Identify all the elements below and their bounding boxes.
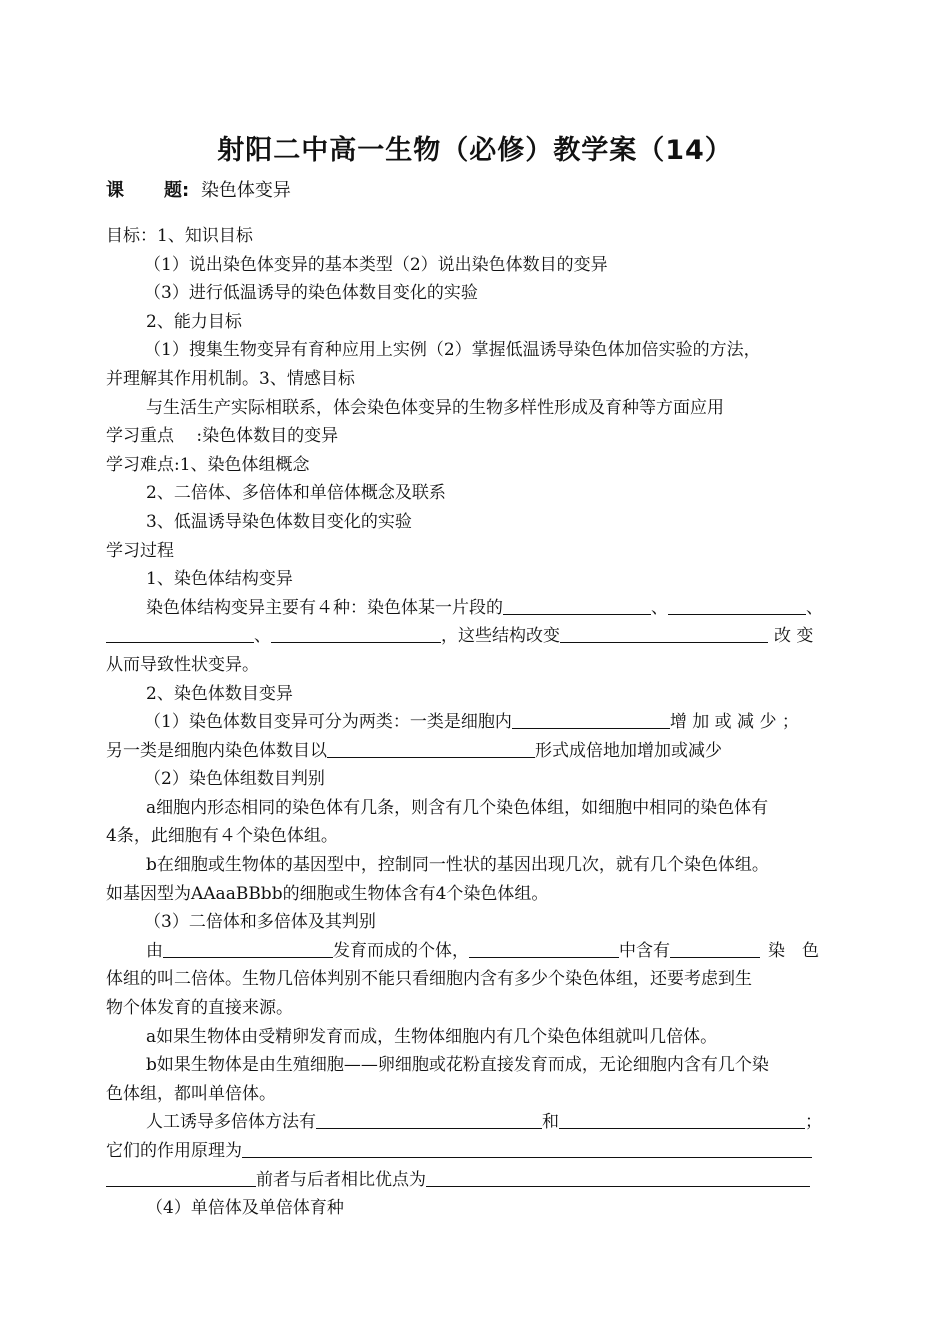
text-line: 物个体发育的直接来源。 [106, 998, 293, 1019]
fill-line: 人工诱导多倍体方法有 和 ； [146, 1112, 822, 1133]
answer-blank[interactable] [426, 1168, 810, 1187]
document-body [106, 222, 846, 1223]
answer-blank[interactable] [559, 1110, 805, 1129]
answer-blank[interactable] [106, 624, 254, 643]
fill-line: 前者与后者相比优点为 [106, 1166, 846, 1195]
key-point-line: 学习重点 :染色体数目的变异 [106, 426, 339, 447]
text-line: 从而导致性状变异。 [106, 654, 259, 675]
subject-value: 染色体变异 [200, 180, 291, 201]
process-heading: 学习过程 [106, 540, 174, 561]
ability-line-cont: 并理解其作用机制。3、情感目标 [106, 368, 355, 389]
answer-blank[interactable] [668, 596, 806, 615]
subsection-heading: （4）单倍体及单倍体育种 [146, 1198, 344, 1219]
answer-blank[interactable] [469, 939, 619, 958]
objective-line: （1）说出染色体变异的基本类型（2）说出染色体数目的变异 [144, 254, 608, 275]
subject-label: 课 题: [106, 180, 190, 201]
answer-blank[interactable] [316, 1110, 542, 1129]
answer-blank[interactable] [242, 1139, 812, 1158]
fill-line: 它们的作用原理为 [106, 1137, 846, 1166]
answer-blank[interactable] [503, 596, 651, 615]
difficulty-line: 3、低温诱导染色体数目变化的实验 [146, 511, 412, 532]
text-line: a如果生物体由受精卵发育而成，生物体细胞内有几个染色体组就叫几倍体。 [146, 1026, 718, 1047]
answer-blank[interactable] [163, 939, 333, 958]
section-heading: 2、染色体数目变异 [146, 683, 293, 704]
text-line: 色体组，都叫单倍体。 [106, 1083, 276, 1104]
answer-blank[interactable] [106, 1168, 256, 1187]
answer-blank[interactable] [271, 624, 441, 643]
section-heading: 1、染色体结构变异 [146, 569, 293, 590]
answer-blank[interactable] [327, 739, 535, 758]
subsection-heading: （2）染色体组数目判别 [144, 769, 325, 790]
subsection-heading: （3）二倍体和多倍体及其判别 [144, 912, 376, 933]
difficulty-line: 学习难点:1、染色体组概念 [106, 454, 310, 475]
text-line: 体组的叫二倍体。生物几倍体判别不能只看细胞内含有多少个染色体组，还要考虑到生 [106, 969, 752, 990]
fill-line: （1）染色体数目变异可分为两类：一类是细胞内 增 加 或 减 少 ； [144, 712, 799, 733]
lesson-subject [106, 176, 291, 202]
objectives-heading: 目标：1、知识目标 [106, 226, 253, 246]
text-line: 4条，此细胞有４个染色体组。 [106, 826, 338, 847]
fill-line: 由 发育而成的个体， 中含有 染 色 [146, 940, 819, 961]
text-line: a细胞内形态相同的染色体有几条，则含有几个染色体组，如细胞中相同的染色体有 [146, 797, 769, 818]
fill-line: 染色体结构变异主要有４种：染色体某一片段的 、 、 [146, 597, 823, 618]
ability-heading: 2、能力目标 [146, 311, 242, 332]
ability-line: （1）搜集生物变异有育种应用上实例（2）掌握低温诱导染色体加倍实验的方法， [144, 340, 761, 361]
text-line: 如基因型为AAaaBBbb的细胞或生物体含有4个染色体组。 [106, 883, 549, 904]
answer-blank[interactable] [670, 939, 760, 958]
fill-line: 、 ，这些结构改变 改 变 [106, 622, 846, 651]
text-line: b在细胞或生物体的基因型中，控制同一性状的基因出现几次，就有几个染色体组。 [146, 855, 769, 876]
answer-blank[interactable] [560, 624, 768, 643]
emotion-line: 与生活生产实际相联系，体会染色体变异的生物多样性形成及育种等方面应用 [146, 397, 724, 418]
difficulty-line: 2、二倍体、多倍体和单倍体概念及联系 [146, 483, 446, 504]
fill-line: 另一类是细胞内染色体数目以 形式成倍地加增加或减少 [106, 740, 722, 761]
document-title: 射阳二中高一生物（必修）教学案（14） [217, 135, 733, 166]
text-line: b如果生物体是由生殖细胞——卵细胞或花粉直接发育而成，无论细胞内含有几个染 [146, 1055, 769, 1076]
answer-blank[interactable] [512, 710, 670, 729]
objective-line: （3）进行低温诱导的染色体数目变化的实验 [144, 283, 478, 304]
